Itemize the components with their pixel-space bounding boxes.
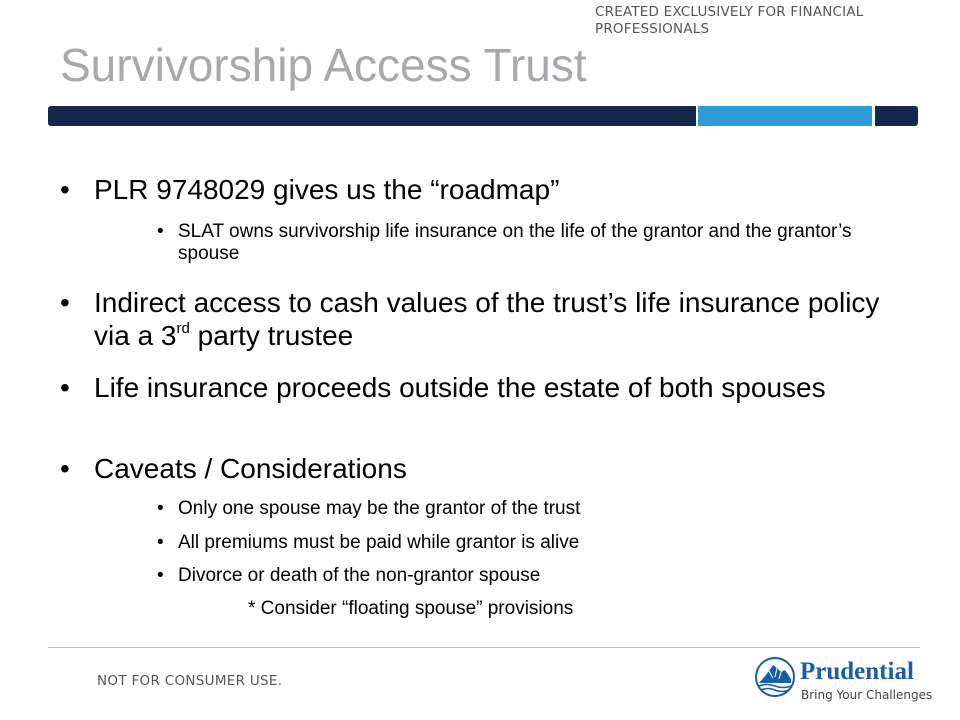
bullet-glyph: • [60, 453, 70, 484]
bullet-item [60, 286, 900, 352]
bullet-glyph: • [60, 287, 70, 318]
bullet-glyph: • [157, 532, 164, 553]
bullet-item [60, 173, 900, 206]
bullet-glyph: • [157, 565, 164, 586]
sub-bullet-text: SLAT owns survivorship life insurance on the life of the grantor and the grantor’s spouse [178, 221, 852, 264]
bullet-item [60, 371, 900, 404]
footer-disclaimer: NOT FOR CONSUMER USE. [97, 673, 283, 689]
sub-bullet-item [157, 221, 857, 265]
brand-name: Prudential [800, 658, 914, 685]
sub-bullet-item [157, 532, 857, 554]
bullet-item [60, 452, 900, 485]
sub-bullet-item [157, 565, 857, 587]
rock-of-gibraltar-icon [754, 656, 796, 700]
top-disclaimer-line2: PROFESSIONALS [595, 21, 710, 37]
bullet-text-end: party trustee [189, 320, 354, 351]
bullet-text [60, 286, 900, 352]
bullet-glyph: • [60, 174, 70, 205]
title-bar-navy-right [875, 106, 918, 126]
bullet-glyph: • [60, 372, 70, 403]
footer-divider [48, 647, 920, 648]
provision-note: * Consider “floating spouse” provisions [248, 598, 574, 619]
bullet-text: PLR 9748029 gives us the “roadmap” [94, 174, 560, 205]
slide-title: Survivorship Access Trust [60, 39, 587, 91]
bullet-text: Caveats / Considerations [94, 453, 407, 484]
bullet-text: Life insurance proceeds outside the estate of both spouses [94, 372, 826, 403]
title-bar-navy-left [48, 106, 696, 126]
bullet-glyph: • [157, 221, 164, 242]
sub-bullet-text: Divorce or death of the non-grantor spouse [178, 565, 541, 586]
top-disclaimer [595, 4, 925, 38]
sub-bullet-text: Only one spouse may be the grantor of the trust [178, 498, 581, 519]
brand-tagline: Bring Your Challenges [801, 688, 933, 702]
bullet-glyph: • [157, 498, 164, 519]
sub-bullet-item [157, 498, 857, 520]
bullet-text-main: Indirect access to cash values of the trust’s life insurance policy via a 3 [94, 287, 880, 351]
top-disclaimer-line1: CREATED EXCLUSIVELY FOR FINANCIAL [595, 4, 864, 20]
sub-bullet-text: All premiums must be paid while grantor is alive [178, 532, 580, 553]
prudential-logo [754, 656, 933, 706]
title-bar-accent [698, 106, 872, 126]
ordinal-suffix: rd [176, 320, 190, 337]
